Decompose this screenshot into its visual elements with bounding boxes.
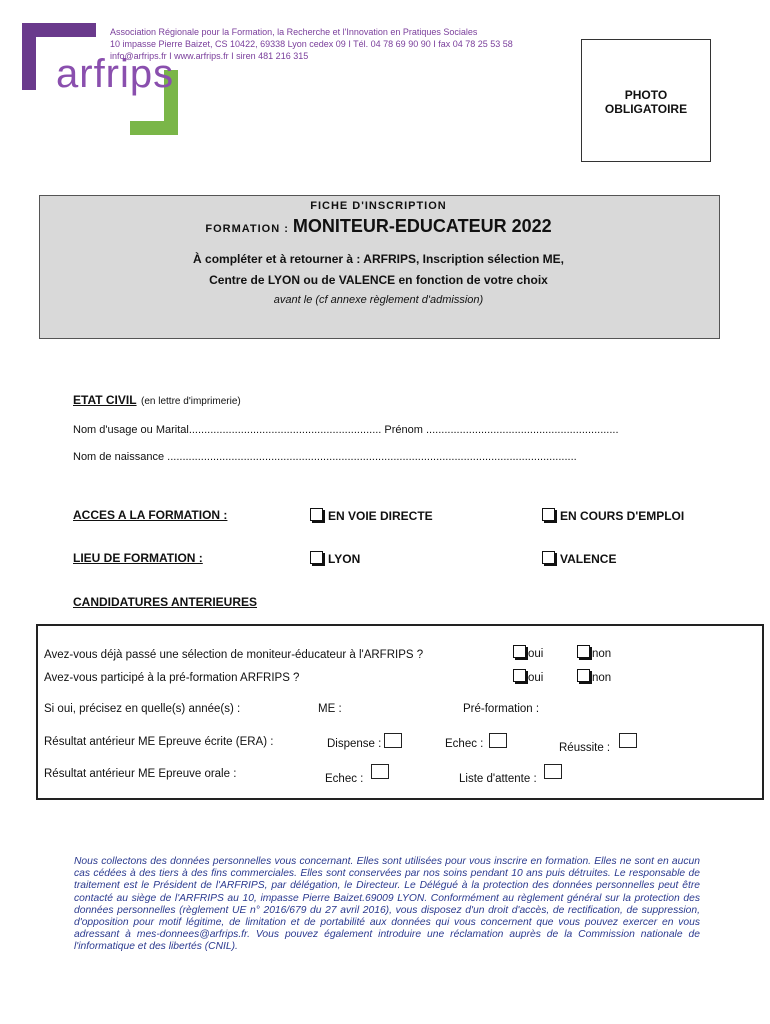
orale-echec-label: Echec : [325,773,364,785]
checkbox-icon[interactable] [489,733,507,748]
era-echec[interactable] [445,733,507,750]
photo-label-line1: PHOTO [624,88,668,102]
photo-box[interactable] [581,39,711,162]
q2-non[interactable] [577,669,611,684]
era-dispense[interactable] [327,733,402,750]
checkbox-icon[interactable] [513,669,526,682]
header-instruction-1: À compléter et à retourner à : ARFRIPS, Inscription sélection ME, [193,252,564,266]
nom-naissance-field[interactable]: Nom de naissance ...................................................................................................................................... [73,451,577,463]
formation-title: MONITEUR-EDUCATEUR 2022 [292,216,552,236]
logo-text: arfrips [56,52,175,96]
photo-label [582,88,710,116]
acces-option-en-cours-emploi-label: EN COURS D'EMPLOI [560,509,685,523]
orale-liste-attente[interactable] [459,764,562,785]
acces-option-voie-directe[interactable] [310,508,433,523]
checkbox-icon[interactable] [542,551,555,564]
si-oui-label: Si oui, précisez en quelle(s) année(s) : [44,703,241,715]
logo-mark-purple-vertical [22,23,36,90]
lieu-option-lyon-label: LYON [328,552,361,566]
formation-heading [39,216,718,237]
checkbox-icon[interactable] [544,764,562,779]
etat-civil-heading [73,391,241,409]
preformation-year-field[interactable]: Pré-formation : [463,703,540,715]
checkbox-icon[interactable] [619,733,637,748]
era-label: Résultat antérieur ME Epreuve écrite (ERA) : [44,736,274,748]
checkbox-icon[interactable] [577,669,590,682]
logo-mark-green [130,121,178,135]
era-reussite-label: Réussite : [559,742,611,754]
question-selection: Avez-vous déjà passé une sélection de moniteur-éducateur à l'ARFRIPS ? [44,649,424,661]
legal-notice: Nous collectons des données personnelles vous concernant. Elles sont utilisées pour vous inscrire en formation. Elles ne sont en aucun cas cédées à des tiers à des fins commerciales. Elles sont conservées par nos soins pendant 10 ans puis détruites. Le responsable de traitement est le Président de l'ARFRIPS, par délégation, le Directeur. Le Délégué à la protection des données personnelles peut être contacté au siège de l'ARFRIPS au 10, impasse Pierre Baizet.69009 LYON. Conformément au règlement général sur la protection des données personnelles (règlement UE n° 2016/679 du 27 avril 2016), vous disposez d'un droit d'accès, de rectification, de suppression, d'opposition pour motif légitime, de limitation et de portabilité aux données qui vous concernent que vous pouvez exercer en vous adressant à mes-donnees@arfrips.fr. Vous pouvez également introduire une réclamation auprès de la Commission nationale de l'informatique et des libertés (CNIL). [74,856,700,953]
fiche-title: FICHE D'INSCRIPTION [310,200,447,212]
etat-civil-title: ETAT CIVIL [73,393,137,407]
association-address: 10 impasse Pierre Baizet, CS 10422, 69338 Lyon cedex 09 I Tél. 04 78 69 90 90 I fax 04 78 25 53 58 [110,39,513,49]
era-dispense-label: Dispense : [327,738,382,750]
checkbox-icon[interactable] [371,764,389,779]
photo-label-line2: OBLIGATOIRE [604,102,688,116]
nom-usage-field[interactable]: Nom d'usage ou Marital............................................................... Prénom ............................................................... [73,424,619,436]
lieu-option-lyon[interactable] [310,551,360,566]
orale-label: Résultat antérieur ME Epreuve orale : [44,768,237,780]
candidatures-title: CANDIDATURES ANTERIEURES [73,595,258,609]
q2-non-label: non [592,672,612,684]
checkbox-icon[interactable] [310,551,323,564]
q2-oui[interactable] [513,669,543,684]
orale-liste-attente-label: Liste d'attente : [459,773,537,785]
lieu-option-valence[interactable] [542,551,616,566]
acces-option-voie-directe-label: EN VOIE DIRECTE [328,509,433,523]
checkbox-icon[interactable] [542,508,555,521]
q1-non[interactable] [577,645,611,660]
association-info [110,26,513,62]
lieu-title: LIEU DE FORMATION : [73,551,203,565]
q2-oui-label: oui [528,672,544,684]
acces-option-en-cours-emploi[interactable] [542,508,684,523]
q1-non-label: non [592,648,612,660]
checkbox-icon[interactable] [384,733,402,748]
header-instruction-2: Centre de LYON ou de VALENCE en fonction de votre choix [209,273,548,287]
lieu-option-valence-label: VALENCE [560,552,617,566]
association-contact: info@arfrips.fr I www.arfrips.fr I siren 481 216 315 [110,51,309,61]
question-preformation: Avez-vous participé à la pré-formation ARFRIPS ? [44,672,300,684]
era-reussite[interactable] [559,733,637,754]
era-echec-label: Echec : [445,738,484,750]
header-instruction-3: avant le (cf annexe règlement d'admission) [273,294,484,306]
formation-label: FORMATION : [205,223,293,235]
etat-civil-note: (en lettre d'imprimerie) [141,396,241,407]
checkbox-icon[interactable] [513,645,526,658]
q1-oui[interactable] [513,645,543,660]
acces-title: ACCES A LA FORMATION : [73,508,228,522]
checkbox-icon[interactable] [577,645,590,658]
orale-echec[interactable] [325,764,389,785]
checkbox-icon[interactable] [310,508,323,521]
association-name: Association Régionale pour la Formation, la Recherche et l'Innovation en Pratiques Sociales [110,27,478,37]
q1-oui-label: oui [528,648,544,660]
me-year-field[interactable]: ME : [318,703,342,715]
